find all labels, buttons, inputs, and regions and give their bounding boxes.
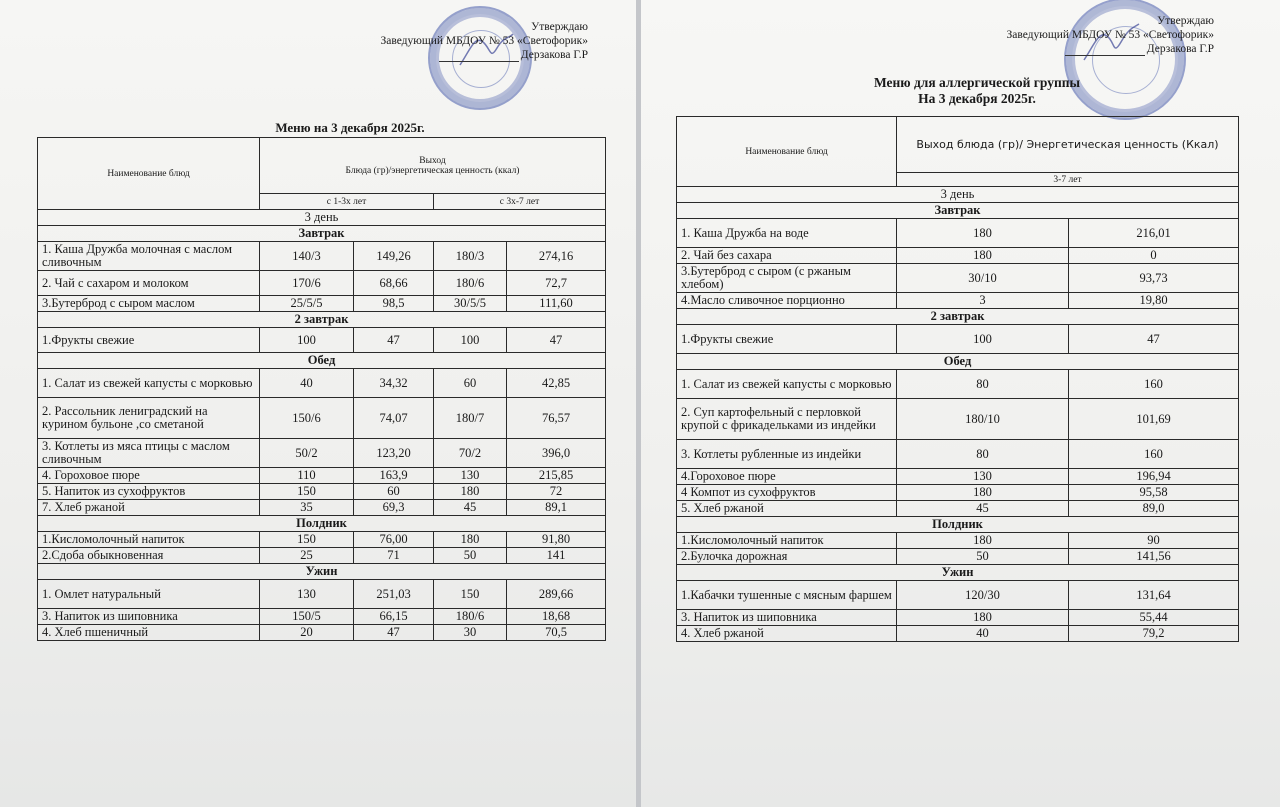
dish-value: 150 [260,484,354,500]
dish-value: 95,58 [1069,485,1239,501]
dish-row [38,242,606,271]
dish-value: 25/5/5 [260,296,354,312]
dish-value: 160 [1069,440,1239,469]
dish-row [38,532,606,548]
dish-value: 60 [354,484,434,500]
dish-row [677,485,1239,501]
dish-value: 150 [434,580,507,609]
dish-value: 47 [1069,325,1239,354]
dish-name: 1. Омлет натуральный [38,580,260,609]
dish-value: 89,1 [507,500,606,516]
dish-value: 180/3 [434,242,507,271]
dish-value: 72,7 [507,271,606,296]
dish-row [677,533,1239,549]
dish-value: 90 [1069,533,1239,549]
dish-name: 2.Сдоба обыкновенная [38,548,260,564]
dish-value: 141 [507,548,606,564]
dish-row [677,399,1239,440]
dish-row [677,325,1239,354]
dish-row [677,219,1239,248]
dish-value: 72 [507,484,606,500]
dish-value: 50 [897,549,1069,565]
dish-name: 3.Бутерброд с сыром (с ржаным хлебом) [677,264,897,293]
dish-value: 180 [897,219,1069,248]
dish-value: 68,66 [354,271,434,296]
dish-value: 80 [897,440,1069,469]
dish-row [38,328,606,353]
dish-value: 74,07 [354,398,434,439]
dish-row [38,369,606,398]
meal-section-title: 2 завтрак [677,309,1239,325]
menu-sheet-right [641,0,1280,807]
approval-signer: Дерзакова Г.Р [1007,42,1215,56]
dish-value: 70,5 [507,625,606,641]
dish-name: 2. Рассольник лениградский на курином бульоне ,со сметаной [38,398,260,439]
dish-value: 180/7 [434,398,507,439]
dish-row [38,271,606,296]
dish-name: 7. Хлеб ржаной [38,500,260,516]
dish-value: 50 [434,548,507,564]
dish-value: 69,3 [354,500,434,516]
header-age-3-7: 3-7 лет [897,173,1239,187]
meal-section-title: Обед [38,353,606,369]
dish-value: 40 [260,369,354,398]
dish-value: 20 [260,625,354,641]
dish-value: 47 [507,328,606,353]
dish-name: 1. Салат из свежей капусты с морковью [677,370,897,399]
dish-value: 71 [354,548,434,564]
dish-value: 30 [434,625,507,641]
dish-value: 123,20 [354,439,434,468]
dish-value: 70/2 [434,439,507,468]
dish-row [38,439,606,468]
menu-title: Меню для аллергической группы На 3 декабря 2025г. [873,75,1081,106]
dish-value: 150 [260,532,354,548]
dish-value: 89,0 [1069,501,1239,517]
dish-row [677,581,1239,610]
dish-row [677,264,1239,293]
menu-table [37,137,606,641]
dish-value: 79,2 [1069,626,1239,642]
dish-value: 55,44 [1069,610,1239,626]
dish-value: 149,26 [354,242,434,271]
dish-value: 274,16 [507,242,606,271]
dish-value: 30/5/5 [434,296,507,312]
meal-section-title: 2 завтрак [38,312,606,328]
header-age-3-7: с 3х-7 лет [434,194,606,210]
dish-name: 1.Кабачки тушенные с мясным фаршем [677,581,897,610]
dish-name: 4. Хлеб ржаной [677,626,897,642]
meal-section-title: Ужин [38,564,606,580]
dish-row [38,548,606,564]
dish-name: 3.Бутерброд с сыром маслом [38,296,260,312]
dish-name: 1. Каша Дружба молочная с маслом сливочным [38,242,260,271]
dish-value: 163,9 [354,468,434,484]
meal-section-title: Завтрак [677,203,1239,219]
header-age-1-3: с 1-3х лет [260,194,434,210]
dish-value: 130 [434,468,507,484]
approval-signer: Дерзакова Г.Р [381,48,589,62]
dish-row [38,625,606,641]
dish-value: 180/6 [434,609,507,625]
dish-value: 3 [897,293,1069,309]
menu-sheet-left [0,0,636,807]
dish-value: 18,68 [507,609,606,625]
dish-value: 180 [897,248,1069,264]
dish-value: 45 [897,501,1069,517]
dish-value: 35 [260,500,354,516]
dish-value: 66,15 [354,609,434,625]
dish-value: 180 [897,485,1069,501]
dish-value: 120/30 [897,581,1069,610]
dish-value: 76,57 [507,398,606,439]
dish-value: 196,94 [1069,469,1239,485]
dish-row [677,293,1239,309]
dish-name: 3. Напиток из шиповника [38,609,260,625]
dish-name: 1.Фрукты свежие [677,325,897,354]
approval-block [381,20,589,62]
dish-name: 1.Кисломолочный напиток [677,533,897,549]
dish-name: 2. Суп картофельный с перловкой крупой с фрикадельками из индейки [677,399,897,440]
dish-value: 131,64 [1069,581,1239,610]
dish-row [38,580,606,609]
dish-value: 180 [434,484,507,500]
dish-value: 100 [897,325,1069,354]
dish-name: 3. Котлеты из мяса птицы с маслом сливочным [38,439,260,468]
dish-row [38,484,606,500]
dish-value: 47 [354,625,434,641]
meal-section-title: Полдник [677,517,1239,533]
day-label: 3 день [38,210,606,226]
dish-value: 110 [260,468,354,484]
menu-table-allergy [676,116,1239,642]
meal-section-title: Полдник [38,516,606,532]
dish-name: 4.Масло сливочное порционно [677,293,897,309]
dish-value: 42,85 [507,369,606,398]
dish-value: 180/6 [434,271,507,296]
header-output: Выход Блюда (гр)/энергетическая ценность (ккал) [260,138,606,194]
dish-name: 4 Компот из сухофруктов [677,485,897,501]
dish-row [677,440,1239,469]
dish-name: 1.Фрукты свежие [38,328,260,353]
dish-value: 25 [260,548,354,564]
dish-value: 130 [897,469,1069,485]
dish-value: 251,03 [354,580,434,609]
dish-value: 100 [260,328,354,353]
dish-row [677,549,1239,565]
dish-value: 150/6 [260,398,354,439]
dish-value: 180 [897,610,1069,626]
dish-value: 76,00 [354,532,434,548]
meal-section-title: Ужин [677,565,1239,581]
dish-row [677,610,1239,626]
dish-value: 111,60 [507,296,606,312]
dish-value: 80 [897,370,1069,399]
approval-position: Заведующий МБДОУ № 53 «Светофорик» [1006,29,1214,41]
approval-title: Утверждаю [531,21,588,33]
dish-row [677,248,1239,264]
meal-section-title: Обед [677,354,1239,370]
dish-name: 4.Гороховое пюре [677,469,897,485]
header-dish-name: Наименование блюд [677,117,897,187]
dish-value: 396,0 [507,439,606,468]
dish-value: 19,80 [1069,293,1239,309]
dish-value: 93,73 [1069,264,1239,293]
approval-title: Утверждаю [1157,15,1214,27]
dish-row [677,626,1239,642]
dish-value: 34,32 [354,369,434,398]
dish-value: 141,56 [1069,549,1239,565]
dish-row [38,609,606,625]
dish-value: 180/10 [897,399,1069,440]
dish-value: 289,66 [507,580,606,609]
menu-title: Меню на 3 декабря 2025г. [275,120,425,135]
dish-name: 4. Хлеб пшеничный [38,625,260,641]
dish-name: 5. Хлеб ржаной [677,501,897,517]
dish-name: 1.Кисломолочный напиток [38,532,260,548]
dish-value: 170/6 [260,271,354,296]
approval-block [1007,14,1215,56]
dish-value: 130 [260,580,354,609]
dish-value: 160 [1069,370,1239,399]
dish-value: 45 [434,500,507,516]
day-label: 3 день [677,187,1239,203]
dish-value: 216,01 [1069,219,1239,248]
dish-value: 0 [1069,248,1239,264]
dish-row [677,501,1239,517]
dish-value: 101,69 [1069,399,1239,440]
dish-value: 150/5 [260,609,354,625]
dish-name: 3. Котлеты рубленные из индейки [677,440,897,469]
dish-name: 5. Напиток из сухофруктов [38,484,260,500]
dish-name: 2.Булочка дорожная [677,549,897,565]
dish-value: 50/2 [260,439,354,468]
dish-row [677,370,1239,399]
approval-position: Заведующий МБДОУ № 53 «Светофорик» [380,35,588,47]
dish-row [38,398,606,439]
dish-value: 140/3 [260,242,354,271]
dish-value: 40 [897,626,1069,642]
dish-value: 98,5 [354,296,434,312]
dish-value: 180 [434,532,507,548]
dish-row [38,296,606,312]
dish-name: 3. Напиток из шиповника [677,610,897,626]
dish-name: 1. Салат из свежей капусты с морковью [38,369,260,398]
dish-value: 180 [897,533,1069,549]
dish-name: 4. Гороховое пюре [38,468,260,484]
dish-name: 2. Чай с сахаром и молоком [38,271,260,296]
dish-value: 91,80 [507,532,606,548]
header-output: Выход блюда (гр)/ Энергетическая ценность (Ккал) [897,117,1239,173]
dish-value: 215,85 [507,468,606,484]
dish-row [677,469,1239,485]
header-dish-name: Наименование блюд [38,138,260,210]
dish-value: 100 [434,328,507,353]
dish-value: 30/10 [897,264,1069,293]
meal-section-title: Завтрак [38,226,606,242]
dish-value: 60 [434,369,507,398]
dish-name: 1. Каша Дружба на воде [677,219,897,248]
dish-name: 2. Чай без сахара [677,248,897,264]
dish-row [38,500,606,516]
dish-row [38,468,606,484]
dish-value: 47 [354,328,434,353]
